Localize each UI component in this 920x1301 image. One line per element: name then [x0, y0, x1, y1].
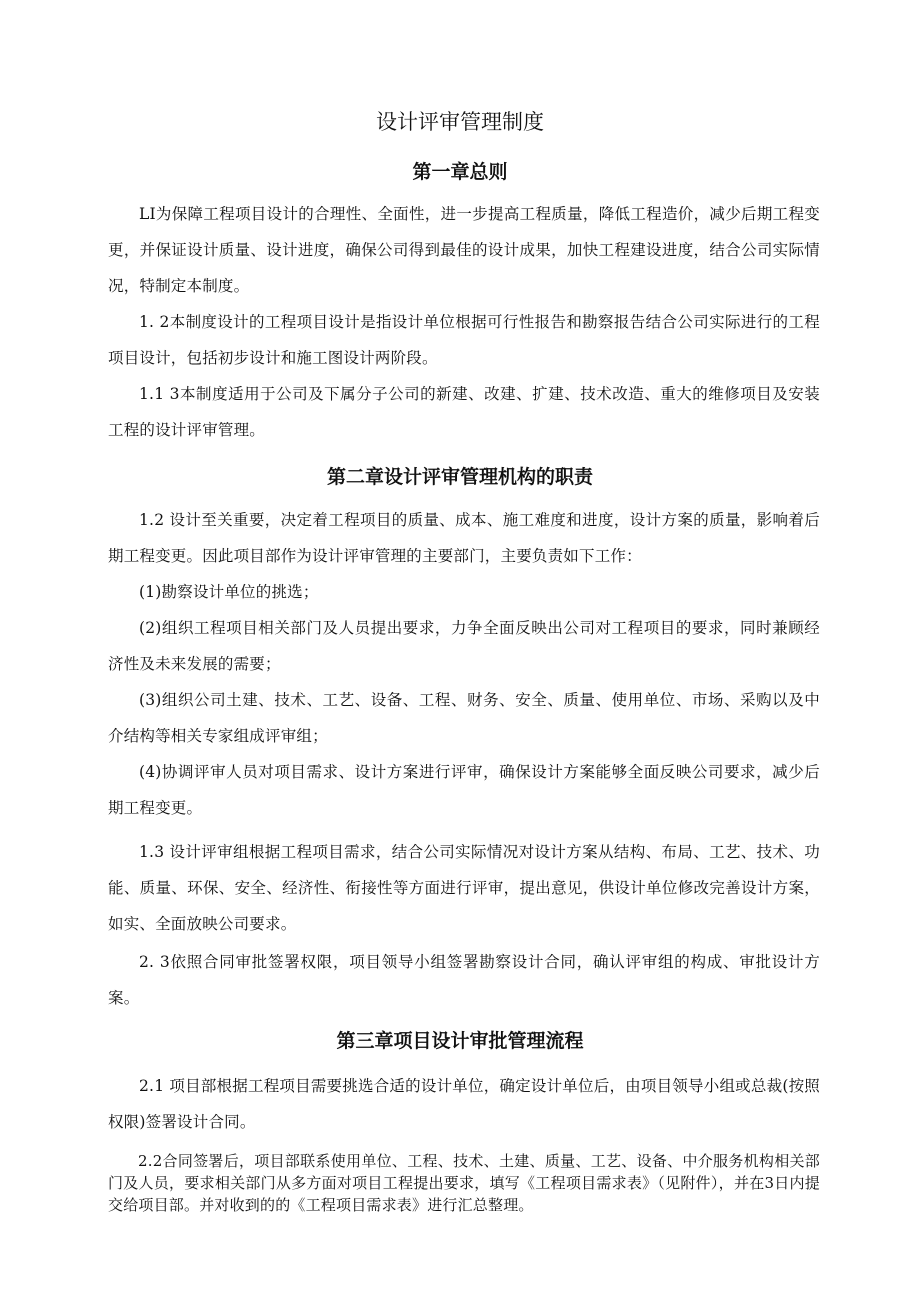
chapter-heading-3: 第三章项目设计审批管理流程 [336, 1030, 584, 1052]
paragraph: (4)协调评审人员对项目需求、设计方案进行评审，确保设计方案能够全面反映公司要求，减少后期工程变更。 [108, 763, 820, 817]
paragraph: (2)组织工程项目相关部门及人员提出要求，力争全面反映出公司对工程项目的要求，同时兼顾经济性及未来发展的需要； [108, 619, 820, 673]
paragraph: 2.1 项目部根据工程项目需要挑选合适的设计单位，确定设计单位后，由项目领导小组或总裁(按照权限)签署设计合同。 [108, 1077, 820, 1131]
paragraph: 1.3 设计评审组根据工程项目需求，结合公司实际情况对设计方案从结构、布局、工艺、技术、功能、质量、环保、安全、经济性、衔接性等方面进行评审，提出意见，供设计单位修改完善设计方案，如实、全面放映公司要求。 [108, 843, 820, 933]
paragraph: (1)勘察设计单位的挑选； [139, 583, 319, 601]
paragraph: 1.1 3本制度适用于公司及下属分子公司的新建、改建、扩建、技术改造、重大的维修项目及安装工程的设计评审管理。 [108, 385, 820, 439]
paragraph: 2.2合同签署后，项目部联系使用单位、工程、技术、土建、质量、工艺、设备、中介服务机构相关部门及人员，要求相关部门从多方面对项目工程提出要求，填写《工程项目需求表》（见附件），并在3日内提交给项目部。并对收到的的《工程项目需求表》进行汇总整理。 [108, 1152, 820, 1214]
paragraph: LI为保障工程项目设计的合理性、全面性，进一步提高工程质量，降低工程造价，减少后期工程变更，并保证设计质量、设计进度，确保公司得到最佳的设计成果，加快工程建设进度，结合公司实际情况，特制定本制度。 [108, 205, 820, 295]
paragraph: 1. 2本制度设计的工程项目设计是指设计单位根据可行性报告和勘察报告结合公司实际进行的工程项目设计，包括初步设计和施工图设计两阶段。 [108, 313, 820, 367]
paragraph: 2. 3依照合同审批签署权限，项目领导小组签署勘察设计合同，确认评审组的构成、审批设计方案。 [108, 953, 820, 1007]
chapter-heading-1: 第一章总则 [412, 161, 508, 183]
paragraph: (3)组织公司土建、技术、工艺、设备、工程、财务、安全、质量、使用单位、市场、采购以及中介结构等相关专家组成评审组； [108, 691, 820, 745]
chapter-heading-2: 第二章设计评审管理机构的职责 [326, 466, 593, 488]
paragraph: 1.2 设计至关重要，决定着工程项目的质量、成本、施工难度和进度，设计方案的质量，影响着后期工程变更。因此项目部作为设计评审管理的主要部门，主要负责如下工作： [108, 511, 820, 565]
document-title: 设计评审管理制度 [376, 110, 544, 134]
